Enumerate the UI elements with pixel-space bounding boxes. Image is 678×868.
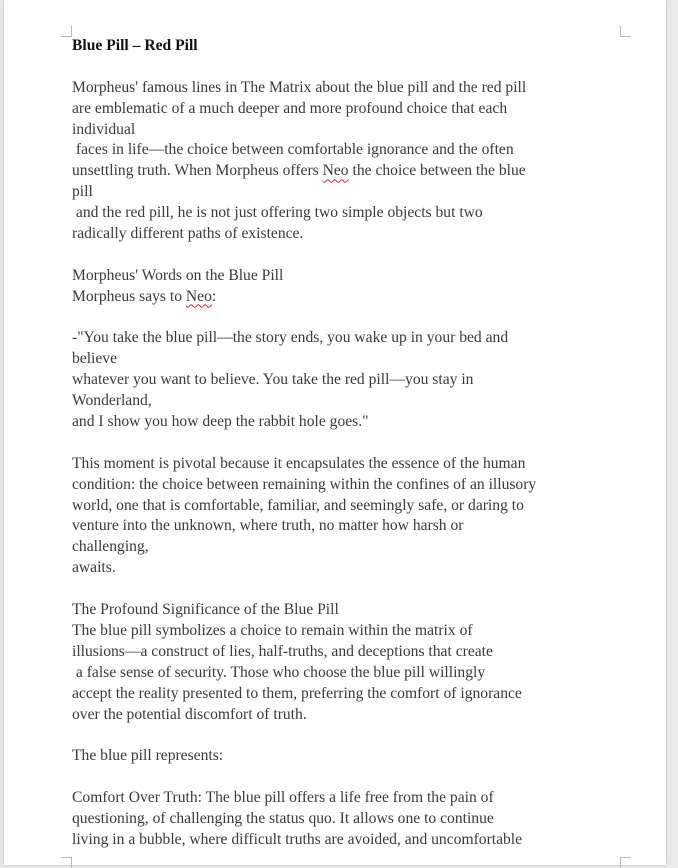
- text-line: [72, 161, 620, 182]
- section-significance: [72, 600, 620, 725]
- document-title: Blue Pill – Red Pill: [72, 37, 198, 54]
- text-line: pill: [72, 183, 93, 201]
- text-line: condition: the choice between remaining within the confines of an illusory: [72, 475, 537, 493]
- text-line: Wonderland,: [72, 392, 152, 410]
- margin-corner-top-left: [61, 26, 72, 37]
- text-line: and the red pill, he is not just offering two simple objects but two: [72, 204, 483, 222]
- blank-line: [72, 245, 620, 266]
- text-line: venture into the unknown, where truth, no matter how harsh or: [72, 517, 464, 535]
- spellcheck-word[interactable]: Neo: [185, 287, 212, 305]
- blank-line: [72, 57, 620, 78]
- text-fragment: :: [211, 287, 217, 305]
- text-line: [72, 287, 620, 308]
- text-line: radically different paths of existence.: [72, 225, 304, 243]
- text-line: believe: [72, 350, 118, 368]
- text-line: living in a bubble, where difficult truths are avoided, and uncomfortable: [72, 830, 523, 848]
- blank-line: [72, 308, 620, 329]
- paragraph-intro: [72, 78, 620, 245]
- text-line: challenging,: [72, 538, 149, 556]
- text-line: world, one that is comfortable, familiar, and seemingly safe, or daring to: [72, 496, 524, 514]
- blank-line: [72, 767, 620, 788]
- section-heading: Morpheus' Words on the Blue Pill: [72, 266, 284, 284]
- text-line: -"You take the blue pill—the story ends, you wake up in your bed and: [72, 329, 509, 347]
- text-line: The blue pill symbolizes a choice to remain within the matrix of: [72, 621, 473, 639]
- text-line: illusions—a construct of lies, half-truths, and deceptions that create: [72, 642, 493, 660]
- blank-line: [72, 579, 620, 600]
- text-line: are emblematic of a much deeper and more profound choice that each: [72, 99, 508, 117]
- paragraph-pivotal-moment: [72, 454, 620, 579]
- blank-line: [72, 433, 620, 454]
- text-line: a false sense of security. Those who choose the blue pill willingly: [72, 663, 486, 681]
- text-fragment: unsettling truth. When Morpheus offers: [72, 162, 323, 180]
- text-line: accept the reality presented to them, preferring the comfort of ignorance: [72, 684, 522, 702]
- text-line: This moment is pivotal because it encapsulates the essence of the human: [72, 454, 526, 472]
- text-fragment: Morpheus says to: [72, 287, 186, 305]
- text-fragment: the choice between the blue: [348, 162, 526, 180]
- paragraph-comfort-over-truth: [72, 788, 620, 851]
- section-morpheus-words: [72, 266, 620, 308]
- text-line: Comfort Over Truth: The blue pill offers a life free from the pain of: [72, 789, 494, 807]
- text-line: over the potential discomfort of truth.: [72, 705, 307, 723]
- text-line: Morpheus' famous lines in The Matrix about the blue pill and the red pill: [72, 78, 527, 96]
- text-line: awaits.: [72, 559, 116, 577]
- quote-block: [72, 328, 620, 432]
- text-line: The blue pill represents:: [72, 747, 224, 765]
- margin-corner-top-right: [620, 26, 631, 37]
- text-line: faces in life—the choice between comfortable ignorance and the often: [72, 141, 514, 159]
- margin-corner-bottom-left: [61, 857, 72, 868]
- section-heading: The Profound Significance of the Blue Pill: [72, 601, 339, 619]
- text-line: individual: [72, 120, 136, 138]
- text-line: and I show you how deep the rabbit hole goes.": [72, 413, 369, 431]
- document-body[interactable]: [72, 36, 620, 851]
- blank-line: [72, 725, 620, 746]
- document-page: [4, 0, 666, 865]
- margin-corner-bottom-right: [620, 857, 631, 868]
- text-line: whatever you want to believe. You take the red pill—you stay in: [72, 371, 474, 389]
- spellcheck-word[interactable]: Neo: [322, 162, 349, 180]
- text-line: questioning, of challenging the status quo. It allows one to continue: [72, 809, 494, 827]
